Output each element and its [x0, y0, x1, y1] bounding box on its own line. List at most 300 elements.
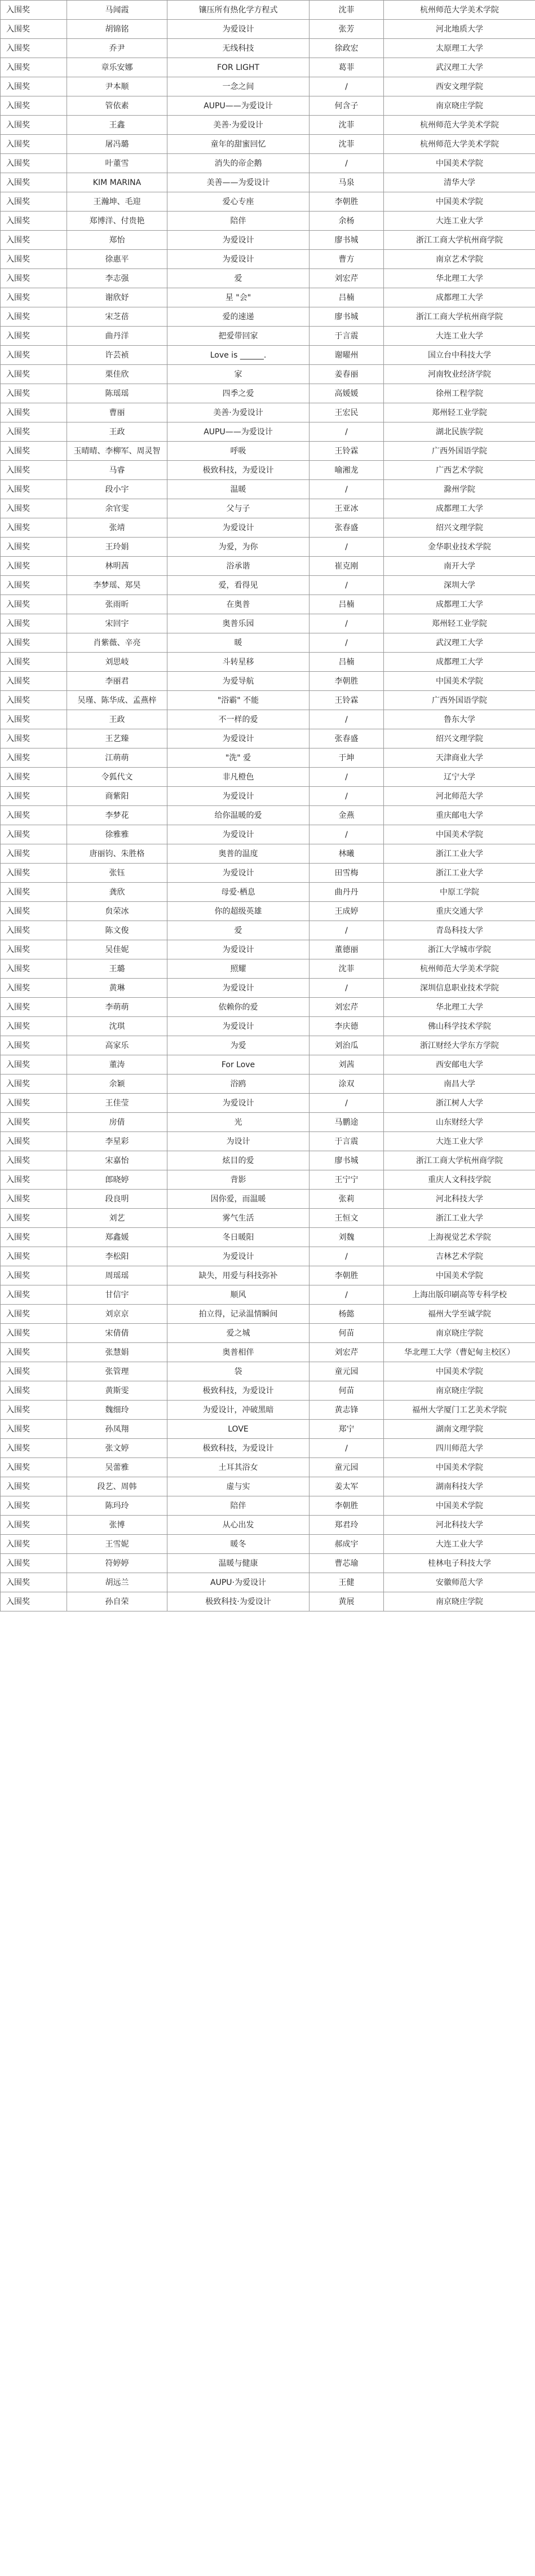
author-cell: 孙凤翔 — [67, 1420, 167, 1439]
table-row — [1, 327, 535, 346]
school-cell: 安徽师范大学 — [384, 1573, 535, 1592]
table-row — [1, 883, 535, 902]
work-title-cell: 为爱设计 — [167, 20, 309, 39]
award-cell: 入围奖 — [1, 595, 67, 614]
work-title-cell: AUPU——为爱设计 — [167, 422, 309, 442]
author-cell: 江萌萌 — [67, 748, 167, 768]
award-cell: 入围奖 — [1, 825, 67, 844]
table-row — [1, 231, 535, 250]
advisor-cell: / — [309, 921, 384, 940]
award-cell: 入围奖 — [1, 576, 67, 595]
school-cell: 南昌大学 — [384, 1075, 535, 1094]
author-cell: 商紫阳 — [67, 787, 167, 806]
award-cell: 入围奖 — [1, 212, 67, 231]
author-cell: 王雪妮 — [67, 1535, 167, 1554]
award-cell: 入围奖 — [1, 192, 67, 212]
school-cell: 福州大学厦门工艺美术学院 — [384, 1401, 535, 1420]
author-cell: 吴蕾雅 — [67, 1458, 167, 1477]
author-cell: KIM MARINA — [67, 173, 167, 192]
work-title-cell: 为爱设计 — [167, 825, 309, 844]
award-cell: 入围奖 — [1, 307, 67, 327]
school-cell: 徐州工程学院 — [384, 384, 535, 403]
table-row — [1, 1439, 535, 1458]
work-title-cell: 浴承谐 — [167, 557, 309, 576]
author-cell: 李萌萌 — [67, 998, 167, 1017]
school-cell: 杭州师范大学美术学院 — [384, 1, 535, 20]
school-cell: 桂林电子科技大学 — [384, 1554, 535, 1573]
advisor-cell: 葛菲 — [309, 58, 384, 77]
advisor-cell: 郝成宇 — [309, 1535, 384, 1554]
work-title-cell: 无线科技 — [167, 39, 309, 58]
award-cell: 入围奖 — [1, 729, 67, 748]
table-row — [1, 595, 535, 614]
work-title-cell: Love is ______. — [167, 346, 309, 365]
author-cell: 徐雅雅 — [67, 825, 167, 844]
school-cell: 西安邮电大学 — [384, 1055, 535, 1075]
author-cell: 董涛 — [67, 1055, 167, 1075]
award-cell: 入围奖 — [1, 1305, 67, 1324]
school-cell: 青岛科技大学 — [384, 921, 535, 940]
award-cell: 入围奖 — [1, 518, 67, 538]
school-cell: 成都理工大学 — [384, 653, 535, 672]
school-cell: 中国美术学院 — [384, 1362, 535, 1381]
advisor-cell: 喻湘龙 — [309, 461, 384, 480]
school-cell: 中国美术学院 — [384, 672, 535, 691]
work-title-cell: 童年的甜蜜回忆 — [167, 135, 309, 154]
author-cell: 陈文俊 — [67, 921, 167, 940]
work-title-cell: 爱之城 — [167, 1324, 309, 1343]
author-cell: 尹本顺 — [67, 77, 167, 96]
award-cell: 入围奖 — [1, 1228, 67, 1247]
school-cell: 中国美术学院 — [384, 1458, 535, 1477]
table-row — [1, 1516, 535, 1535]
advisor-cell: 林曦 — [309, 844, 384, 864]
table-row — [1, 576, 535, 595]
advisor-cell: 李朝胜 — [309, 1496, 384, 1516]
award-cell: 入围奖 — [1, 979, 67, 998]
work-title-cell: 为爱设计 — [167, 250, 309, 269]
table-row — [1, 1285, 535, 1305]
work-title-cell: 爱 — [167, 921, 309, 940]
author-cell: 屠冯璐 — [67, 135, 167, 154]
award-cell: 入围奖 — [1, 1170, 67, 1190]
author-cell: 王瀚坤、毛迎 — [67, 192, 167, 212]
work-title-cell: LOVE — [167, 1420, 309, 1439]
table-row — [1, 1381, 535, 1401]
school-cell: 四川师范大学 — [384, 1439, 535, 1458]
author-cell: 宋回宇 — [67, 614, 167, 633]
author-cell: 唐丽钧、朱胜格 — [67, 844, 167, 864]
table-row — [1, 1362, 535, 1381]
school-cell: 国立台中科技大学 — [384, 346, 535, 365]
school-cell: 大连工业大学 — [384, 212, 535, 231]
work-title-cell: 陪伴 — [167, 212, 309, 231]
school-cell: 浙江财经大学东方学院 — [384, 1036, 535, 1055]
advisor-cell: 杨懿 — [309, 1305, 384, 1324]
award-cell: 入围奖 — [1, 710, 67, 729]
advisor-cell: / — [309, 538, 384, 557]
table-row — [1, 365, 535, 384]
table-row — [1, 940, 535, 959]
author-cell: 令狐代文 — [67, 768, 167, 787]
work-title-cell: "洗" 爱 — [167, 748, 309, 768]
author-cell: 管依素 — [67, 96, 167, 116]
table-row — [1, 825, 535, 844]
award-cell: 入围奖 — [1, 1113, 67, 1132]
work-title-cell: 温暖与健康 — [167, 1554, 309, 1573]
author-cell: 李梦瑶、郑昊 — [67, 576, 167, 595]
school-cell: 绍兴文理学院 — [384, 729, 535, 748]
advisor-cell: 徐政宏 — [309, 39, 384, 58]
table-row — [1, 1151, 535, 1170]
advisor-cell: 田雪梅 — [309, 864, 384, 883]
award-cell: 入围奖 — [1, 691, 67, 710]
school-cell: 华北理工大学（曹妃甸主校区） — [384, 1343, 535, 1362]
table-row — [1, 1036, 535, 1055]
work-title-cell: 陪伴 — [167, 1496, 309, 1516]
work-title-cell: 极致科技，为爱设计 — [167, 1439, 309, 1458]
advisor-cell: 刘茜 — [309, 1055, 384, 1075]
table-row — [1, 1228, 535, 1247]
award-cell: 入围奖 — [1, 1477, 67, 1496]
award-cell: 入围奖 — [1, 1017, 67, 1036]
author-cell: 王艺臻 — [67, 729, 167, 748]
advisor-cell: 高媛媛 — [309, 384, 384, 403]
advisor-cell: / — [309, 422, 384, 442]
table-row — [1, 1420, 535, 1439]
school-cell: 华北理工大学 — [384, 998, 535, 1017]
work-title-cell: 你的超级英雄 — [167, 902, 309, 921]
author-cell: 郑博洋、付贵艳 — [67, 212, 167, 231]
school-cell: 南京晓庄学院 — [384, 96, 535, 116]
advisor-cell: / — [309, 1094, 384, 1113]
advisor-cell: / — [309, 710, 384, 729]
school-cell: 浙江工业大学 — [384, 864, 535, 883]
table-row — [1, 787, 535, 806]
table-row — [1, 422, 535, 442]
school-cell: 武汉理工大学 — [384, 58, 535, 77]
advisor-cell: 王铃霖 — [309, 442, 384, 461]
work-title-cell: 镶压所有热化学方程式 — [167, 1, 309, 20]
work-title-cell: 美善·为爱设计 — [167, 116, 309, 135]
school-cell: 湖南文理学院 — [384, 1420, 535, 1439]
work-title-cell: 美善·为爱设计 — [167, 403, 309, 422]
author-cell: 宋倩倩 — [67, 1324, 167, 1343]
table-row — [1, 1401, 535, 1420]
school-cell: 南开大学 — [384, 557, 535, 576]
award-cell: 入围奖 — [1, 748, 67, 768]
award-cell: 入围奖 — [1, 959, 67, 979]
award-cell: 入围奖 — [1, 135, 67, 154]
advisor-cell: 何苗 — [309, 1324, 384, 1343]
author-cell: 宋嘉怡 — [67, 1151, 167, 1170]
table-row — [1, 979, 535, 998]
table-row — [1, 403, 535, 422]
award-cell: 入围奖 — [1, 116, 67, 135]
table-row — [1, 691, 535, 710]
award-cell: 入围奖 — [1, 1516, 67, 1535]
table-row — [1, 77, 535, 96]
award-cell: 入围奖 — [1, 1458, 67, 1477]
advisor-cell: 李朝胜 — [309, 672, 384, 691]
work-title-cell: 不一样的爱 — [167, 710, 309, 729]
award-cell: 入围奖 — [1, 1362, 67, 1381]
author-cell: 胡锦铭 — [67, 20, 167, 39]
author-cell: 林明茜 — [67, 557, 167, 576]
advisor-cell: 吕楠 — [309, 653, 384, 672]
author-cell: 李星彩 — [67, 1132, 167, 1151]
work-title-cell: 为爱设计 — [167, 864, 309, 883]
school-cell: 浙江工业大学 — [384, 844, 535, 864]
work-title-cell: 冬日暖阳 — [167, 1228, 309, 1247]
table-row — [1, 1535, 535, 1554]
school-cell: 绍兴文理学院 — [384, 518, 535, 538]
author-cell: 叶董雪 — [67, 154, 167, 173]
school-cell: 湖南科技大学 — [384, 1477, 535, 1496]
advisor-cell: 黄志锋 — [309, 1401, 384, 1420]
author-cell: 张雨昕 — [67, 595, 167, 614]
table-row — [1, 1, 535, 20]
school-cell: 中国美术学院 — [384, 192, 535, 212]
advisor-cell: 姜春丽 — [309, 365, 384, 384]
author-cell: 龚欣 — [67, 883, 167, 902]
school-cell: 重庆人文科技学院 — [384, 1170, 535, 1190]
author-cell: 高家乐 — [67, 1036, 167, 1055]
school-cell: 南京晓庄学院 — [384, 1381, 535, 1401]
award-cell: 入围奖 — [1, 940, 67, 959]
school-cell: 吉林艺术学院 — [384, 1247, 535, 1266]
work-title-cell: 为爱设计 — [167, 729, 309, 748]
work-title-cell: 为爱设计 — [167, 979, 309, 998]
table-row — [1, 1496, 535, 1516]
author-cell: 许芸祯 — [67, 346, 167, 365]
advisor-cell: / — [309, 825, 384, 844]
table-row — [1, 806, 535, 825]
table-row — [1, 346, 535, 365]
work-title-cell: 暖 — [167, 633, 309, 653]
table-row — [1, 1132, 535, 1151]
author-cell: 章乐安娜 — [67, 58, 167, 77]
advisor-cell: 曹方 — [309, 250, 384, 269]
author-cell: 李丽君 — [67, 672, 167, 691]
advisor-cell: 廖书城 — [309, 231, 384, 250]
award-cell: 入围奖 — [1, 480, 67, 499]
award-cell: 入围奖 — [1, 1190, 67, 1209]
author-cell: 乔尹 — [67, 39, 167, 58]
advisor-cell: / — [309, 1439, 384, 1458]
work-title-cell: 四季之爱 — [167, 384, 309, 403]
award-cell: 入围奖 — [1, 1420, 67, 1439]
award-cell: 入围奖 — [1, 1343, 67, 1362]
advisor-cell: 余杨 — [309, 212, 384, 231]
school-cell: 浙江工商大学杭州商学院 — [384, 307, 535, 327]
table-row — [1, 499, 535, 518]
table-row — [1, 748, 535, 768]
author-cell: 吴佳妮 — [67, 940, 167, 959]
award-cell: 入围奖 — [1, 1132, 67, 1151]
author-cell: 马闻霞 — [67, 1, 167, 20]
work-title-cell: AUPU——为爱设计 — [167, 96, 309, 116]
work-title-cell: 为爱设计 — [167, 787, 309, 806]
advisor-cell: 金燕 — [309, 806, 384, 825]
award-cell: 入围奖 — [1, 883, 67, 902]
advisor-cell: 于言震 — [309, 1132, 384, 1151]
author-cell: 陈瑶瑶 — [67, 384, 167, 403]
school-cell: 浙江工商大学杭州商学院 — [384, 231, 535, 250]
table-row — [1, 384, 535, 403]
award-cell: 入围奖 — [1, 461, 67, 480]
advisor-cell: 刘宏芹 — [309, 269, 384, 288]
table-row — [1, 768, 535, 787]
advisor-cell: 王健 — [309, 1573, 384, 1592]
award-cell: 入围奖 — [1, 844, 67, 864]
author-cell: 郑鑫媛 — [67, 1228, 167, 1247]
award-cell: 入围奖 — [1, 1401, 67, 1420]
advisor-cell: 马泉 — [309, 173, 384, 192]
author-cell: 李松阳 — [67, 1247, 167, 1266]
work-title-cell: 爱心专座 — [167, 192, 309, 212]
table-row — [1, 729, 535, 748]
school-cell: 武汉理工大学 — [384, 633, 535, 653]
work-title-cell: 照耀 — [167, 959, 309, 979]
school-cell: 大连工业大学 — [384, 327, 535, 346]
table-row — [1, 154, 535, 173]
work-title-cell: 父与子 — [167, 499, 309, 518]
school-cell: 杭州师范大学美术学院 — [384, 959, 535, 979]
advisor-cell: 张芳 — [309, 20, 384, 39]
advisor-cell: 沈菲 — [309, 1, 384, 20]
school-cell: 郑州轻工业学院 — [384, 614, 535, 633]
school-cell: 中国美术学院 — [384, 1496, 535, 1516]
table-row — [1, 1209, 535, 1228]
award-cell: 入围奖 — [1, 1036, 67, 1055]
work-title-cell: 缺失，用爱与科技弥补 — [167, 1266, 309, 1285]
author-cell: 胡远兰 — [67, 1573, 167, 1592]
school-cell: 太原理工大学 — [384, 39, 535, 58]
work-title-cell: 袋 — [167, 1362, 309, 1381]
school-cell: 河北师范大学 — [384, 787, 535, 806]
table-row — [1, 1170, 535, 1190]
award-cell: 入围奖 — [1, 921, 67, 940]
award-cell: 入围奖 — [1, 499, 67, 518]
advisor-cell: / — [309, 77, 384, 96]
school-cell: 重庆交通大学 — [384, 902, 535, 921]
table-row — [1, 921, 535, 940]
author-cell: 段小宇 — [67, 480, 167, 499]
author-cell: 魏细玲 — [67, 1401, 167, 1420]
advisor-cell: 马鹏途 — [309, 1113, 384, 1132]
author-cell: 郑怡 — [67, 231, 167, 250]
author-cell: 宋芝蓓 — [67, 307, 167, 327]
work-title-cell: 奥普的温度 — [167, 844, 309, 864]
work-title-cell: 为爱设计 — [167, 1247, 309, 1266]
school-cell: 佛山科学技术学院 — [384, 1017, 535, 1036]
table-row — [1, 58, 535, 77]
table-row — [1, 288, 535, 307]
school-cell: 重庆邮电大学 — [384, 806, 535, 825]
award-cell: 入围奖 — [1, 787, 67, 806]
work-title-cell: 美善——为爱设计 — [167, 173, 309, 192]
school-cell: 河北地质大学 — [384, 20, 535, 39]
advisor-cell: 王成婷 — [309, 902, 384, 921]
table-row — [1, 212, 535, 231]
author-cell: 李志强 — [67, 269, 167, 288]
award-cell: 入围奖 — [1, 653, 67, 672]
work-title-cell: 从心出发 — [167, 1516, 309, 1535]
author-cell: 马睿 — [67, 461, 167, 480]
table-row — [1, 1324, 535, 1343]
author-cell: 刘京京 — [67, 1305, 167, 1324]
table-row — [1, 96, 535, 116]
award-cell: 入围奖 — [1, 1285, 67, 1305]
school-cell: 浙江树人大学 — [384, 1094, 535, 1113]
school-cell: 西安文理学院 — [384, 77, 535, 96]
work-title-cell: 极致科技·为爱设计 — [167, 1592, 309, 1611]
school-cell: 深圳信息职业技术学院 — [384, 979, 535, 998]
school-cell: 河南牧业经济学院 — [384, 365, 535, 384]
advisor-cell: 廖书城 — [309, 1151, 384, 1170]
author-cell: 张文婷 — [67, 1439, 167, 1458]
work-title-cell: AUPU·为爱设计 — [167, 1573, 309, 1592]
advisor-cell: 曲丹丹 — [309, 883, 384, 902]
table-row — [1, 557, 535, 576]
work-title-cell: 把爱带回家 — [167, 327, 309, 346]
work-title-cell: 虚与实 — [167, 1477, 309, 1496]
advisor-cell: 吕楠 — [309, 288, 384, 307]
school-cell: 浙江工商大学杭州商学院 — [384, 1151, 535, 1170]
school-cell: 华北理工大学 — [384, 269, 535, 288]
author-cell: 贠荣冰 — [67, 902, 167, 921]
table-row — [1, 1343, 535, 1362]
advisor-cell: / — [309, 1247, 384, 1266]
advisor-cell: 王宁宁 — [309, 1170, 384, 1190]
table-row — [1, 269, 535, 288]
work-title-cell: "浴霸" 不能 — [167, 691, 309, 710]
table-row — [1, 20, 535, 39]
school-cell: 南京晓庄学院 — [384, 1592, 535, 1611]
advisor-cell: 廖书城 — [309, 307, 384, 327]
award-cell: 入围奖 — [1, 1496, 67, 1516]
author-cell: 张钰 — [67, 864, 167, 883]
table-row — [1, 902, 535, 921]
author-cell: 沈琪 — [67, 1017, 167, 1036]
table-row — [1, 192, 535, 212]
table-row — [1, 672, 535, 691]
author-cell: 栗佳欣 — [67, 365, 167, 384]
author-cell: 刘思岐 — [67, 653, 167, 672]
advisor-cell: 童元园 — [309, 1362, 384, 1381]
school-cell: 中国美术学院 — [384, 1266, 535, 1285]
school-cell: 杭州师范大学美术学院 — [384, 135, 535, 154]
advisor-cell: / — [309, 614, 384, 633]
award-cell: 入围奖 — [1, 1247, 67, 1266]
school-cell: 鲁东大学 — [384, 710, 535, 729]
table-row — [1, 250, 535, 269]
school-cell: 广西艺术学院 — [384, 461, 535, 480]
award-cell: 入围奖 — [1, 365, 67, 384]
advisor-cell: 王恒文 — [309, 1209, 384, 1228]
award-cell: 入围奖 — [1, 864, 67, 883]
advisor-cell: 李朝胜 — [309, 192, 384, 212]
table-row — [1, 633, 535, 653]
table-row — [1, 844, 535, 864]
advisor-cell: / — [309, 979, 384, 998]
advisor-cell: 刘魏 — [309, 1228, 384, 1247]
award-cell: 入围奖 — [1, 1554, 67, 1573]
work-title-cell: 为设计 — [167, 1132, 309, 1151]
award-cell: 入围奖 — [1, 902, 67, 921]
table-row — [1, 1266, 535, 1285]
